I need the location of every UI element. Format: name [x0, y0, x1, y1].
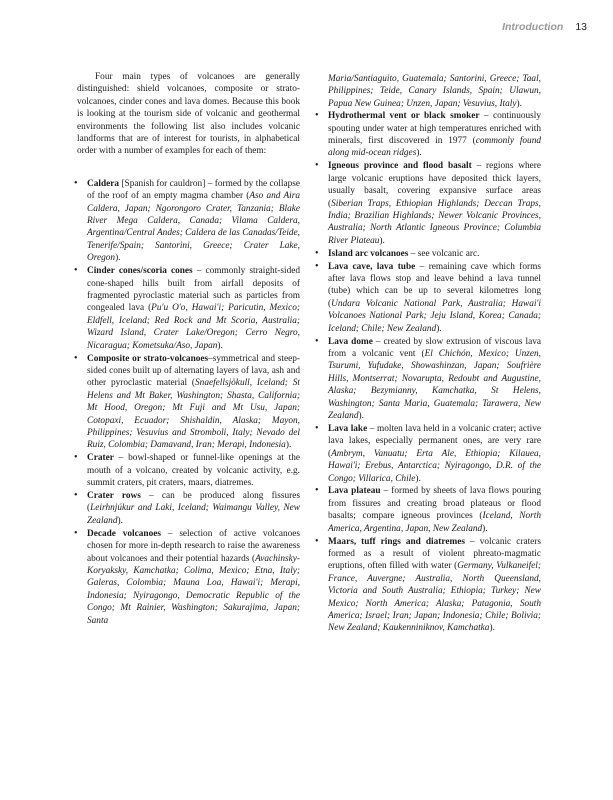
landform-list-left	[77, 178, 300, 627]
entry-end: ).	[415, 473, 421, 484]
entry-examples: Aso and Aira Caldera, Japan; Ngorongoro Crater, Tanzania; Blake River Mega Caldera, Canada; Vilama Caldera, Argentina/Central Andes; Caldera de las Canadas/Teide, Tenerife/Spain; Santorini, Greece; Crater Lake, Oregon	[87, 191, 300, 264]
entry-text: – regions where large volcanic eruptions have deposited thick layers, usually basalt, covering expansive surface areas (	[328, 161, 541, 209]
entry-end: ).	[285, 440, 292, 451]
entry-term: Crater rows	[87, 491, 141, 501]
entry-examples: Undara Volcanic National Park, Australia; Hawai'i Volcanoes National Park; Jeju Island, Korea; Canada; Iceland; Chile; New Zealand	[328, 298, 541, 334]
entry-examples: Ambrym, Vanuatu; Erta Ale, Ethiopia; Kilauea, Hawai'i; Erebus, Antarctica; Nyiragongo, D.R. of the Congo; Villarica, Chile	[328, 448, 541, 484]
entry-term: Caldera	[87, 178, 120, 189]
entry-examples: Snaefellsjökull, Iceland; St Helens and Mt Baker, Washington; Shasta, California; Mt Hood, Oregon; Mt Fuji and Mt Usu, Japan; Cotopaxi, Ecuador; Shishaldin, Alaska; Mayon, Philippines; Vesuvius and Stromboli, Italy; Nevado del Ruiz, Colombia; Damavand, Iran; Merapi, Indonesia	[87, 378, 300, 451]
running-title: Introduction	[502, 21, 564, 33]
entry-text: – molten lava held in a volcanic crater; active lava lakes, especially permanent ones, are very rare (	[328, 423, 541, 459]
right-column	[318, 73, 541, 635]
entry-text: – formed by sheets of lava flows pouring from fissures and creating broad plateaus or flood basalts; compare igneous provinces (	[328, 486, 541, 522]
entry-examples: Iceland, North America, Argentina, Japan, New Zealand	[328, 511, 541, 534]
list-entry	[318, 485, 541, 535]
entry-end: ).	[117, 515, 123, 526]
entry-term: Lava cave, lava tube	[328, 261, 416, 272]
entry-term: Crater	[87, 453, 114, 464]
entry-examples: Germany, Vulkaneifel; France, Auvergne; Australia, North Queensland, Victoria and South Australia; Ethiopia; Turkey; New Mexico; North America; Alaska; Patagonia, South America; Israel; Iran; Japan; Indonesia; Chile; Bolivia; New Zealand; Kaukenniniknov, Kamchatka	[328, 561, 541, 634]
list-entry	[318, 248, 541, 260]
entry-text: [Spanish for cauldron] – formed by the collapse of the roof of an empty magma chamber (	[87, 178, 300, 202]
page-number: 13	[575, 21, 587, 33]
entry-term: Maars, tuff rings and diatremes	[328, 536, 465, 547]
entry-text: – selection of active volcanoes chosen for more in-depth research to raise the awareness about volcanoes and their potential hazards (	[87, 528, 300, 564]
entry-text: – volcanic craters formed as a result of violent phreato-magmatic eruptions, often filled with water (	[328, 536, 541, 572]
entry-end: ).	[416, 148, 422, 159]
intro-paragraph: Four main types of volcanoes are generally distinguished: shield volcanoes, composite or strato-volcanoes, cinder cones and lava domes. Because this book is looking at the tourism side of volcanic and geothermal environments the following list also includes volcanic landforms that are of interest for tourists, in alphabetical order with a number of examples for each of them:	[77, 72, 300, 157]
entry-text: –symmetrical and steep-sided cones built up of alternating layers of lava, ash and other pyroclastic material (	[87, 353, 300, 389]
entry-end: ).	[379, 235, 385, 246]
entry-text: – created by slow extrusion of viscous lava from a volcanic vent (	[328, 336, 542, 359]
list-entry	[77, 353, 300, 452]
landform-list-right	[318, 110, 541, 635]
entry-text: – bowl-shaped or funnel-like openings at the mouth of a volcano, created by volcanic activity, e.g. summit craters, pit craters, maars, diatremes.	[87, 453, 300, 489]
left-column	[77, 71, 300, 627]
entry-examples: Maria/Santiaguito, Guatemala; Santorini, Greece; Taal, Philippines; Teide, Canary Islands, Spain; Ulawun, Papua New Guinea; Unzen, Japan; Vesuvius, Italy	[328, 74, 541, 109]
list-entry	[318, 423, 541, 485]
entry-term: Decade volcanoes	[87, 528, 161, 539]
list-entry	[318, 261, 541, 335]
list-entry	[77, 528, 300, 627]
entry-text: – commonly straight-sided cone-shaped hills built from airfall deposits of fragmented pyroclastic material such as particles from congealed lava (	[87, 266, 300, 314]
entry-examples: commonly found along mid-ocean ridges	[328, 136, 542, 159]
list-entry	[77, 178, 300, 265]
list-entry	[318, 160, 541, 247]
entry-end: ).	[489, 623, 495, 634]
entry-text: – see volcanic arc.	[408, 248, 480, 259]
entry-text: – remaining cave which forms after lava flows stop and leave behind a lava tunnel (tube) which can be up to several kilometres long (	[328, 261, 541, 309]
entry-term: Lava dome	[328, 336, 373, 347]
entry-end: ).	[115, 253, 121, 264]
entry-end: ).	[217, 340, 223, 351]
list-entry	[77, 490, 300, 527]
entry-examples: El Chichón, Mexico; Unzen, Tsurumi, Yufudake, Showashinzan, Japan; Soufrière Hills, Montserrat; Novarupta, Redoubt and Augustine, Alaska; Bezymianny, Kamchatka, St Helens, Washington; Santa Maria, Guatemala; Tarawera, New Zealand	[328, 348, 542, 421]
list-entry	[77, 452, 300, 489]
entry-examples: Avachinsky-Koryaksky, Kamchatka; Colima, Mexico; Etna, Italy; Galeras, Colombia; Mauna Loa, Hawai'i; Merapi, Indonesia; Nyiragongo, Democratic Republic of the Congo; Mt Rainier, Washington; Sakurajima, Japan; Santa	[87, 553, 300, 626]
page-header	[502, 21, 587, 33]
entry-term: Igneous province and flood basalt	[328, 161, 472, 172]
list-entry	[77, 265, 300, 352]
entry-examples: Pu'u O'o, Hawai'i; Paricutin, Mexico; Eldfell, Iceland; Red Rock and Mt Scoria, Australia; Wizard Island, Crater Lake/Oregon; Cerro Negro, Nicaragua; Kometsuka/Aso, Japan	[87, 303, 300, 351]
entry-term: Lava lake	[328, 423, 368, 434]
entry-term: Lava plateau	[328, 486, 381, 497]
entry-term: Cinder cones/scoria cones	[87, 266, 193, 277]
list-entry	[318, 336, 541, 423]
entry-end: ).	[482, 523, 488, 534]
entry-end: ).	[436, 323, 442, 334]
entry-examples: Siberian Traps, Ethiopian Highlands; Deccan Traps, India; Brazilian Highlands; Newer Volcanic Provinces, Australia; North Atlantic Igneous Province; Columbia River Plateau	[328, 198, 541, 246]
continued-entry	[318, 73, 541, 110]
entry-term: Composite or strato-volcanoes	[87, 353, 209, 364]
entry-examples: Leirhnjúkur and Laki, Iceland; Waimangu Valley, New Zealand	[87, 503, 300, 526]
entry-end: ).	[358, 410, 364, 421]
entry-text: – can be produced along fissures (	[87, 491, 300, 514]
entry-term: Island arc volcanoes	[328, 248, 409, 259]
entry-end: ).	[516, 98, 522, 109]
list-entry	[318, 536, 541, 635]
list-entry	[318, 110, 541, 160]
entry-term: Hydrothermal vent or black smoker	[328, 111, 480, 122]
entry-text: – continuously spouting under water at high temperatures enriched with minerals, first discovered in 1977 (	[328, 111, 541, 147]
